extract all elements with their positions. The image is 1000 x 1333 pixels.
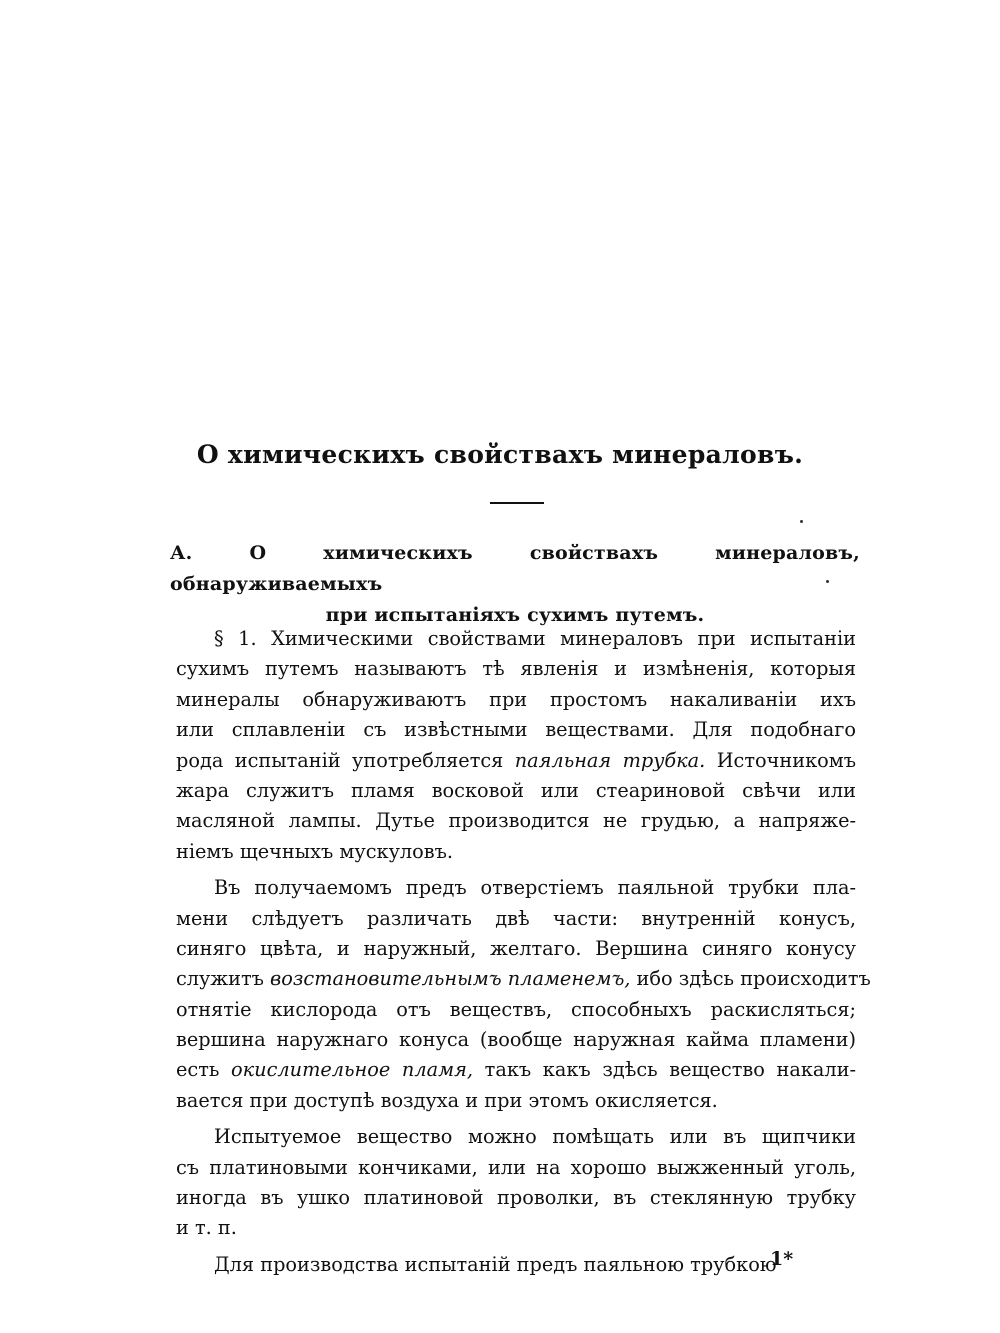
text-run: Источникомъ (705, 748, 856, 772)
section-heading-line-2: при испытаніяхъ сухимъ путемъ. (325, 604, 705, 626)
scan-speck (826, 580, 829, 583)
body-text (176, 624, 871, 1280)
chapter-title: О химическихъ свойствахъ минераловъ. (196, 440, 804, 469)
scan-speck (800, 520, 803, 523)
title-rule (490, 502, 544, 504)
text-line: вается при доступѣ воздуха и при этомъ окисляется. (176, 1088, 718, 1112)
text-line: и т. п. (176, 1216, 237, 1240)
text-line: Испытуемое вещество можно помѣщать или въ щипчики (214, 1125, 856, 1149)
text-line: ніемъ щечныхъ мускуловъ. (176, 839, 454, 863)
italic-term: паяльная трубка. (514, 748, 706, 772)
text-run: такъ какъ здѣсь вещество накали- (473, 1058, 856, 1082)
text-line: отнятіе кислорода отъ веществъ, способныхъ раскисляться; (176, 997, 856, 1021)
text-line: Для производства испытаній предъ паяльною трубкою (214, 1252, 777, 1276)
text-line: минералы обнаруживаютъ при простомъ накаливаніи ихъ (176, 687, 856, 711)
text-line: мени слѣдуетъ различать двѣ части: внутренній конусъ, (176, 906, 856, 930)
text-line: масляной лампы. Дутье производится не грудью, а напряже- (176, 809, 856, 833)
italic-term: возстановительнымъ пламенемъ, (270, 967, 631, 991)
text-line: § 1. Химическими свойствами минераловъ при испытаніи (214, 627, 856, 650)
text-run: служитъ (176, 967, 271, 991)
text-line: иногда въ ушко платиновой проволки, въ стеклянную трубку (176, 1186, 856, 1210)
section-heading (170, 538, 860, 631)
text-line: вершина наружнаго конуса (вообще наружная кайма пламени) (176, 1028, 856, 1052)
printer-signature-mark: 1* (770, 1248, 794, 1270)
text-line: съ платиновыми кончиками, или на хорошо выжженный уголь, (176, 1155, 856, 1179)
text-line: жара служитъ пламя восковой или стеариновой свѣчи или (176, 778, 856, 802)
text-line: Въ получаемомъ предъ отверстіемъ паяльной трубки пла- (214, 876, 856, 900)
text-line: синяго цвѣта, и наружный, желтаго. Вершина синяго конусу (176, 936, 856, 960)
text-line: сухимъ путемъ называютъ тѣ явленія и измѣненія, которыя (176, 657, 856, 681)
text-line (176, 746, 856, 776)
text-line (176, 964, 871, 994)
italic-term: окислительное пламя, (231, 1058, 473, 1082)
text-run: ибо здѣсь происходитъ (630, 967, 871, 991)
text-run: рода испытаній употребляется (176, 748, 515, 772)
text-line: или сплавленіи съ извѣстными веществами. Для подобнаго (176, 718, 856, 742)
section-heading-line-1: А. О химическихъ свойствахъ минераловъ, обнаруживаемыхъ (170, 542, 860, 595)
text-line (176, 1055, 856, 1085)
text-run: есть (176, 1058, 232, 1082)
